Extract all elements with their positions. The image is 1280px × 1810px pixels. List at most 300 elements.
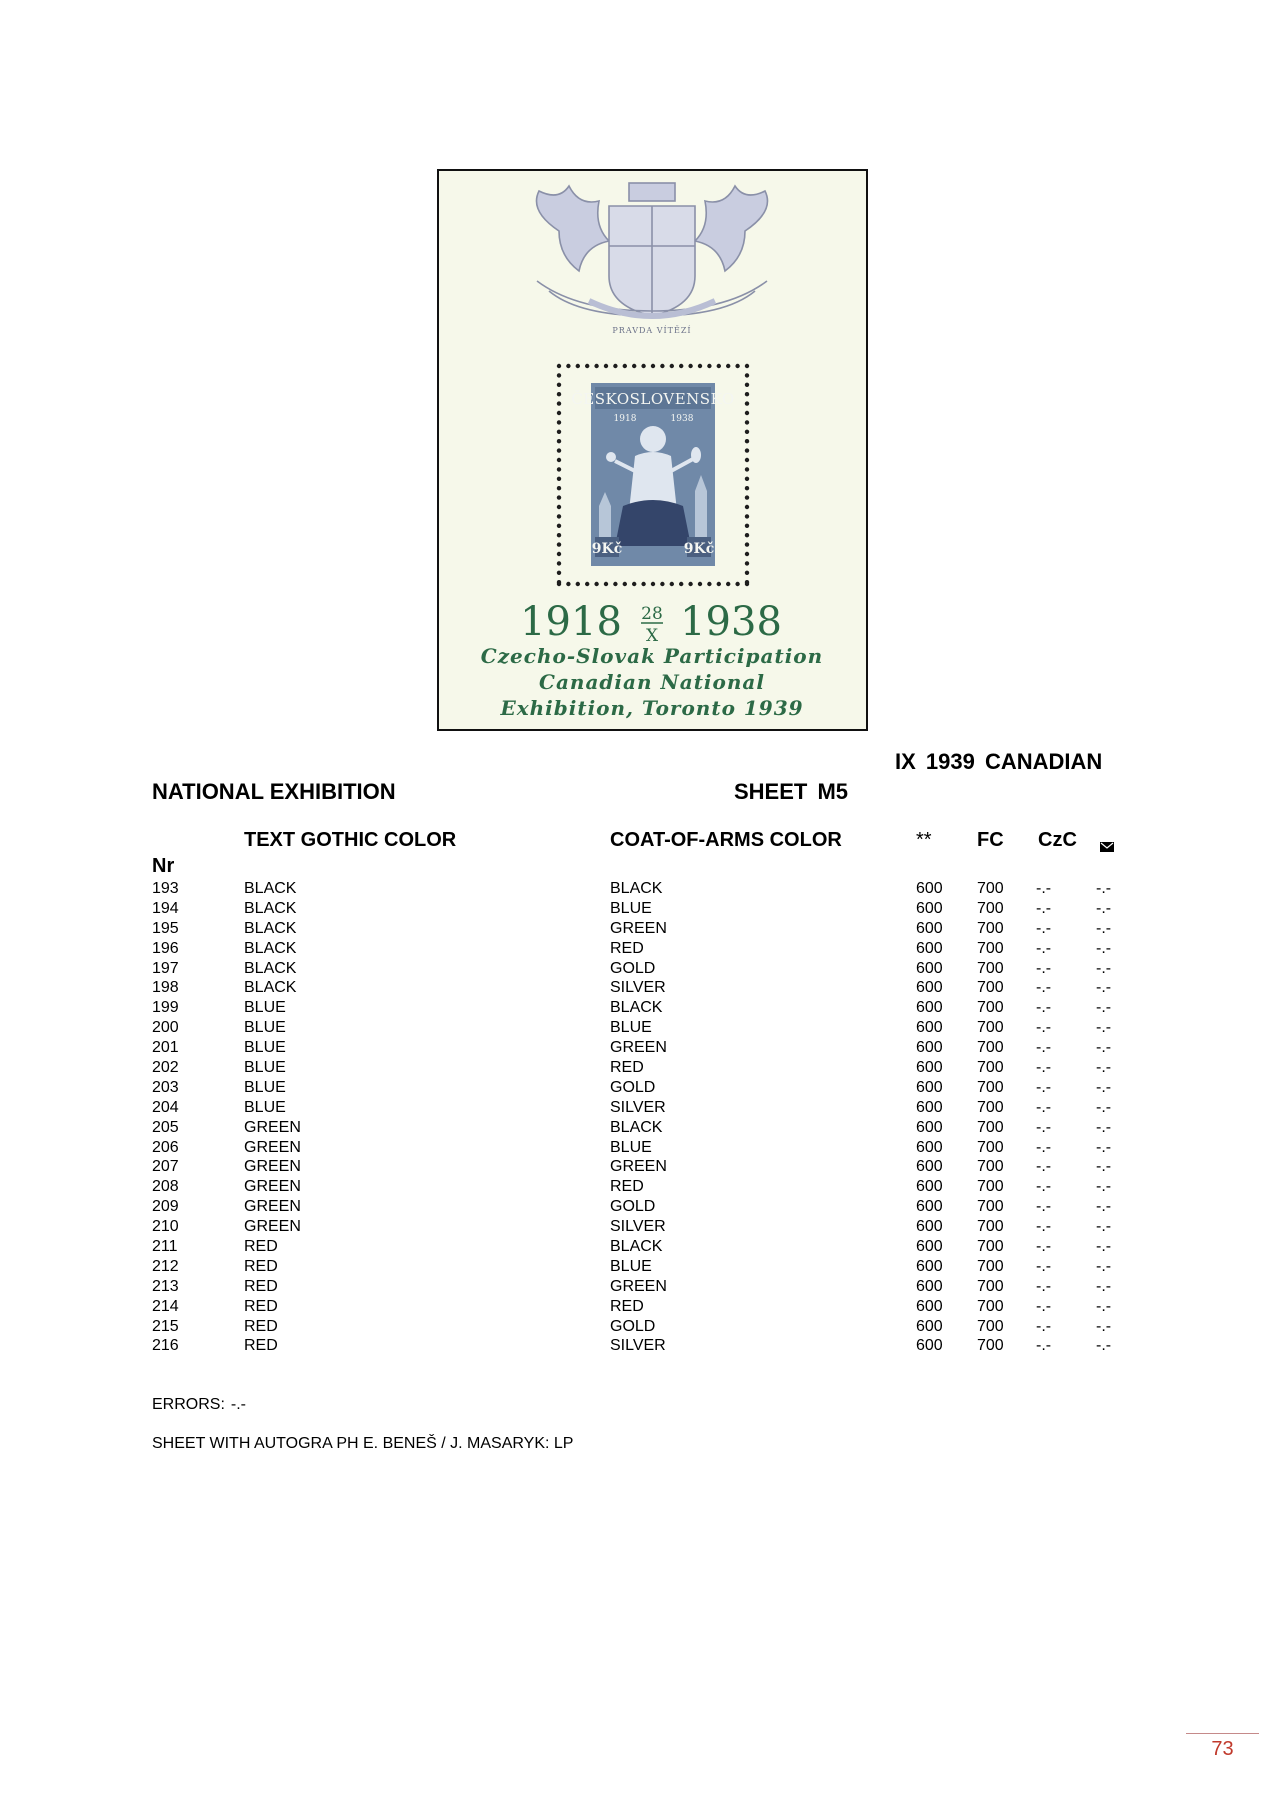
cell-mint-price: 600 — [916, 1337, 943, 1355]
perforation-dot — [557, 552, 561, 556]
cell-coat-color: BLACK — [610, 999, 663, 1017]
cell-nr: 195 — [152, 919, 179, 937]
cell-coat-color: RED — [610, 939, 644, 957]
table-row — [0, 1336, 1280, 1356]
cell-text-color: BLACK — [244, 919, 297, 937]
cell-czc-price: -.- — [1036, 1218, 1052, 1236]
perforation-dot — [557, 505, 561, 509]
cell-cover-price: -.- — [1096, 979, 1112, 997]
cell-nr: 204 — [152, 1098, 179, 1116]
cell-nr: 216 — [152, 1337, 179, 1355]
cell-fc-price: 700 — [977, 1297, 1004, 1315]
perforation-dot — [745, 505, 749, 509]
cell-czc-price: -.- — [1036, 939, 1052, 957]
perforation-dot — [641, 582, 645, 586]
perforation-dot — [604, 364, 608, 368]
perforation-dot — [707, 582, 711, 586]
stamp-year-left: 1918 — [613, 414, 637, 424]
perforation-dot — [679, 582, 683, 586]
cell-cover-price: -.- — [1096, 1297, 1112, 1315]
cell-mint-price: 600 — [916, 919, 943, 937]
cell-text-color: GREEN — [244, 1158, 301, 1176]
cell-cover-price: -.- — [1096, 1198, 1112, 1216]
cell-czc-price: -.- — [1036, 919, 1052, 937]
perforation-dot — [566, 582, 570, 586]
col-header-fc: FC — [977, 829, 1004, 851]
cell-cover-price: -.- — [1096, 1078, 1112, 1096]
stamp-value-left: 9Kč — [591, 541, 623, 557]
perforation-dot — [670, 582, 674, 586]
perforation-dot — [726, 582, 730, 586]
perforation-dot — [745, 486, 749, 490]
table-row — [0, 879, 1280, 899]
cell-text-color: RED — [244, 1257, 278, 1275]
table-row — [0, 1058, 1280, 1078]
table-row — [0, 959, 1280, 979]
cell-mint-price: 600 — [916, 880, 943, 897]
cell-text-color: BLUE — [244, 1039, 286, 1057]
perforation-dot — [745, 430, 749, 434]
table-row — [0, 1098, 1280, 1118]
perforation-dot — [623, 582, 627, 586]
perforation-dot — [557, 477, 561, 481]
perforation-dot — [557, 561, 561, 565]
cell-nr: 208 — [152, 1178, 179, 1196]
cell-czc-price: -.- — [1036, 1257, 1052, 1275]
cell-mint-price: 600 — [916, 1158, 943, 1176]
perforation-dot — [557, 467, 561, 471]
cell-text-color: BLACK — [244, 979, 297, 997]
cell-text-color: RED — [244, 1337, 278, 1355]
perforation-dot — [660, 364, 664, 368]
cell-cover-price: -.- — [1096, 1238, 1112, 1256]
perforation-dot — [717, 364, 721, 368]
cell-text-color: BLUE — [244, 1019, 286, 1037]
perforation-dot — [735, 582, 739, 586]
cell-nr: 200 — [152, 1019, 179, 1037]
perforation-dot — [557, 373, 561, 377]
cell-fc-price: 700 — [977, 1277, 1004, 1295]
cell-cover-price: -.- — [1096, 999, 1112, 1017]
cell-mint-price: 600 — [916, 959, 943, 977]
cell-mint-price: 600 — [916, 979, 943, 997]
cell-text-color: RED — [244, 1277, 278, 1295]
perforation-dot — [745, 580, 749, 584]
cell-nr: 209 — [152, 1198, 179, 1216]
table-row — [0, 1217, 1280, 1237]
souvenir-sheet-drawing — [439, 171, 866, 729]
cell-nr: 193 — [152, 880, 179, 897]
cell-coat-color: RED — [610, 1059, 644, 1077]
cell-czc-price: -.- — [1036, 979, 1052, 997]
cell-text-color: GREEN — [244, 1198, 301, 1216]
cell-nr: 206 — [152, 1138, 179, 1156]
cell-czc-price: -.- — [1036, 880, 1052, 897]
cell-nr: 215 — [152, 1317, 179, 1335]
perforation-dot — [557, 524, 561, 528]
cell-czc-price: -.- — [1036, 959, 1052, 977]
cell-mint-price: 600 — [916, 899, 943, 917]
table-row — [0, 919, 1280, 939]
cell-coat-color: BLUE — [610, 899, 652, 917]
cell-text-color: BLUE — [244, 1078, 286, 1096]
perforation-dot — [557, 458, 561, 462]
table-row — [0, 899, 1280, 919]
cell-cover-price: -.- — [1096, 959, 1112, 977]
table-row — [0, 1237, 1280, 1257]
perforation-dot — [613, 364, 617, 368]
cell-mint-price: 600 — [916, 1277, 943, 1295]
cell-text-color: BLACK — [244, 899, 297, 917]
cell-fc-price: 700 — [977, 979, 1004, 997]
perforation-dot — [745, 448, 749, 452]
cell-coat-color: GREEN — [610, 919, 667, 937]
cell-cover-price: -.- — [1096, 899, 1112, 917]
table-row — [0, 939, 1280, 959]
perforation-dot — [745, 420, 749, 424]
cell-cover-price: -.- — [1096, 939, 1112, 957]
cell-czc-price: -.- — [1036, 1317, 1052, 1335]
cell-fc-price: 700 — [977, 1118, 1004, 1136]
perforation-dot — [745, 514, 749, 518]
perforation-dot — [557, 383, 561, 387]
cell-czc-price: -.- — [1036, 1198, 1052, 1216]
stamp-year-right: 1938 — [670, 414, 694, 424]
perforation-dot — [745, 383, 749, 387]
table-row — [0, 1317, 1280, 1337]
cell-coat-color: BLACK — [610, 1118, 663, 1136]
cell-nr: 212 — [152, 1257, 179, 1275]
cell-czc-price: -.- — [1036, 1059, 1052, 1077]
cell-cover-price: -.- — [1096, 1118, 1112, 1136]
cell-nr: 213 — [152, 1277, 179, 1295]
perforation-dot — [557, 542, 561, 546]
cell-mint-price: 600 — [916, 1098, 943, 1116]
overprint-year-left: 1918 — [520, 599, 622, 645]
perforation-dot — [726, 364, 730, 368]
cell-czc-price: -.- — [1036, 1178, 1052, 1196]
cell-fc-price: 700 — [977, 1218, 1004, 1236]
cell-coat-color: RED — [610, 1297, 644, 1315]
cell-text-color: RED — [244, 1297, 278, 1315]
errors-note — [152, 1396, 246, 1414]
cell-nr: 211 — [152, 1238, 178, 1256]
perforation-dot — [688, 364, 692, 368]
cell-nr: 214 — [152, 1297, 179, 1315]
perforation-dot — [745, 411, 749, 415]
cell-cover-price: -.- — [1096, 1317, 1112, 1335]
perforation-dot — [745, 373, 749, 377]
perforation-dot — [585, 582, 589, 586]
cell-czc-price: -.- — [1036, 1297, 1052, 1315]
cell-coat-color: SILVER — [610, 1098, 666, 1116]
perforation-dot — [623, 364, 627, 368]
perforation-dot — [557, 364, 561, 368]
cell-mint-price: 600 — [916, 1059, 943, 1077]
cell-text-color: GREEN — [244, 1218, 301, 1236]
perforation-dot — [745, 561, 749, 565]
perforation-dot — [670, 364, 674, 368]
overprint-line-2: Canadian National — [539, 670, 765, 694]
cell-coat-color: SILVER — [610, 1218, 666, 1236]
heading-exhibition: NATIONAL EXHIBITION — [152, 779, 396, 804]
cell-cover-price: -.- — [1096, 1218, 1112, 1236]
table-row — [0, 1018, 1280, 1038]
perforation-dot — [698, 582, 702, 586]
perforation-dot — [745, 439, 749, 443]
perforation-dot — [566, 364, 570, 368]
cell-text-color: BLACK — [244, 880, 297, 897]
cell-mint-price: 600 — [916, 999, 943, 1017]
cell-fc-price: 700 — [977, 1257, 1004, 1275]
cell-coat-color: BLACK — [610, 880, 663, 897]
cell-coat-color: GOLD — [610, 1078, 656, 1096]
cell-nr: 198 — [152, 979, 179, 997]
cell-text-color: RED — [244, 1238, 278, 1256]
cell-czc-price: -.- — [1036, 1158, 1052, 1176]
col-header-mint: ** — [916, 829, 932, 851]
cell-coat-color: BLACK — [610, 1238, 663, 1256]
autograph-note: SHEET WITH AUTOGRA PH E. BENEŠ / J. MASARYK: LP — [152, 1435, 574, 1452]
perforation-dot — [745, 533, 749, 537]
cell-text-color: GREEN — [244, 1178, 301, 1196]
perforation-dot — [557, 392, 561, 396]
cell-text-color: BLACK — [244, 939, 297, 957]
cell-fc-price: 700 — [977, 899, 1004, 917]
perforation-dot — [745, 364, 749, 368]
perforation-dot — [557, 571, 561, 575]
perforation-dot — [660, 582, 664, 586]
overprint-year-right: 1938 — [680, 599, 782, 645]
perforation-dot — [688, 582, 692, 586]
cell-coat-color: BLUE — [610, 1138, 652, 1156]
table-row — [0, 998, 1280, 1018]
cell-czc-price: -.- — [1036, 1238, 1052, 1256]
cell-text-color: BLUE — [244, 1059, 286, 1077]
cell-cover-price: -.- — [1096, 880, 1112, 897]
cell-coat-color: GOLD — [610, 1317, 656, 1335]
cell-czc-price: -.- — [1036, 899, 1052, 917]
table-row — [0, 1277, 1280, 1297]
perforation-dot — [698, 364, 702, 368]
cell-text-color: BLUE — [244, 1098, 286, 1116]
perforation-dot — [594, 582, 598, 586]
cell-nr: 196 — [152, 939, 179, 957]
stamp-country: ČESKOSLOVENSKO — [571, 390, 735, 408]
cell-czc-price: -.- — [1036, 1098, 1052, 1116]
perforation-dot — [632, 364, 636, 368]
perforation-dot — [745, 458, 749, 462]
table-row — [0, 1078, 1280, 1098]
cell-mint-price: 600 — [916, 1257, 943, 1275]
gothic-overprint — [481, 599, 823, 720]
cell-fc-price: 700 — [977, 1039, 1004, 1057]
perforation-dot — [707, 364, 711, 368]
cell-cover-price: -.- — [1096, 1039, 1112, 1057]
perforation-dot — [557, 533, 561, 537]
cell-nr: 203 — [152, 1078, 179, 1096]
cell-mint-price: 600 — [916, 1039, 943, 1057]
cell-coat-color: RED — [610, 1178, 644, 1196]
cell-cover-price: -.- — [1096, 1158, 1112, 1176]
cell-fc-price: 700 — [977, 919, 1004, 937]
cell-fc-price: 700 — [977, 1337, 1004, 1355]
cell-mint-price: 600 — [916, 1198, 943, 1216]
perforation-dot — [576, 582, 580, 586]
perforation-dot — [557, 448, 561, 452]
cell-text-color: GREEN — [244, 1138, 301, 1156]
perforation-dot — [745, 552, 749, 556]
perforation-dot — [585, 364, 589, 368]
perforation-dot — [745, 542, 749, 546]
cell-fc-price: 700 — [977, 1198, 1004, 1216]
table-row — [0, 1118, 1280, 1138]
cell-mint-price: 600 — [916, 1317, 943, 1335]
heading-issue-date: IX 1939 CANADIAN — [895, 749, 1103, 774]
perforation-dot — [679, 364, 683, 368]
cell-nr: 205 — [152, 1118, 179, 1136]
cell-coat-color: SILVER — [610, 1337, 666, 1355]
perforation-dot — [717, 582, 721, 586]
cell-cover-price: -.- — [1096, 919, 1112, 937]
perforation-dot — [745, 571, 749, 575]
cell-coat-color: SILVER — [610, 979, 666, 997]
perforation-dot — [557, 514, 561, 518]
cell-fc-price: 700 — [977, 1158, 1004, 1176]
perforation-dot — [557, 486, 561, 490]
perforation-dot — [651, 364, 655, 368]
perforation-dot — [745, 477, 749, 481]
page-number: 73 — [1211, 1738, 1234, 1760]
stamp — [571, 383, 734, 566]
table-row — [0, 1257, 1280, 1277]
cell-nr: 202 — [152, 1059, 179, 1077]
table-row — [0, 978, 1280, 998]
cell-nr: 197 — [152, 959, 179, 977]
cell-mint-price: 600 — [916, 939, 943, 957]
perforation-dot — [557, 430, 561, 434]
perforation-dot — [632, 582, 636, 586]
overprint-month: X — [645, 626, 659, 646]
cell-cover-price: -.- — [1096, 1019, 1112, 1037]
cell-coat-color: BLUE — [610, 1019, 652, 1037]
cell-fc-price: 700 — [977, 1178, 1004, 1196]
perforation-dot — [613, 582, 617, 586]
souvenir-sheet-image — [437, 169, 868, 731]
cell-mint-price: 600 — [916, 1138, 943, 1156]
cell-mint-price: 600 — [916, 1078, 943, 1096]
stamp-value-right: 9Kč — [683, 541, 715, 557]
cell-czc-price: -.- — [1036, 1138, 1052, 1156]
cell-fc-price: 700 — [977, 939, 1004, 957]
cell-mint-price: 600 — [916, 1218, 943, 1236]
perforation-dot — [745, 401, 749, 405]
cell-fc-price: 700 — [977, 1059, 1004, 1077]
cell-coat-color: GREEN — [610, 1277, 667, 1295]
cell-czc-price: -.- — [1036, 999, 1052, 1017]
cell-text-color: GREEN — [244, 1118, 301, 1136]
table-row — [0, 1177, 1280, 1197]
cell-nr: 199 — [152, 999, 179, 1017]
cell-czc-price: -.- — [1036, 1078, 1052, 1096]
cell-cover-price: -.- — [1096, 1098, 1112, 1116]
perforation-dot — [557, 401, 561, 405]
cell-fc-price: 700 — [977, 959, 1004, 977]
coat-of-arms — [537, 183, 768, 316]
cell-cover-price: -.- — [1096, 1277, 1112, 1295]
cell-nr: 194 — [152, 899, 179, 917]
cell-cover-price: -.- — [1096, 1337, 1112, 1355]
cell-fc-price: 700 — [977, 1317, 1004, 1335]
cell-coat-color: BLUE — [610, 1257, 652, 1275]
perforation-dot — [557, 411, 561, 415]
perforation-dot — [745, 495, 749, 499]
cell-fc-price: 700 — [977, 1078, 1004, 1096]
cell-czc-price: -.- — [1036, 1277, 1052, 1295]
page-number-rule — [1186, 1733, 1259, 1734]
cell-mint-price: 600 — [916, 1178, 943, 1196]
cell-fc-price: 700 — [977, 999, 1004, 1017]
heading-sheet-id: SHEET M5 — [734, 779, 849, 804]
perforation-dot — [651, 582, 655, 586]
envelope-icon — [1100, 835, 1114, 858]
perforation-dot — [557, 420, 561, 424]
perforation-dot — [745, 467, 749, 471]
cell-fc-price: 700 — [977, 1238, 1004, 1256]
table-row — [0, 1297, 1280, 1317]
table-row — [0, 1038, 1280, 1058]
col-header-nr: Nr — [152, 855, 175, 877]
cell-coat-color: GOLD — [610, 1198, 656, 1216]
table-row — [0, 1138, 1280, 1158]
cell-mint-price: 600 — [916, 1118, 943, 1136]
perforation-dot — [576, 364, 580, 368]
cell-coat-color: GOLD — [610, 959, 656, 977]
cell-nr: 210 — [152, 1218, 179, 1236]
cell-czc-price: -.- — [1036, 1019, 1052, 1037]
cell-mint-price: 600 — [916, 1238, 943, 1256]
cell-cover-price: -.- — [1096, 1178, 1112, 1196]
cell-text-color: BLUE — [244, 999, 286, 1017]
cell-fc-price: 700 — [977, 1019, 1004, 1037]
cell-cover-price: -.- — [1096, 1257, 1112, 1275]
errors-label: ERRORS: — [152, 1396, 225, 1413]
perforation-dot — [557, 580, 561, 584]
perforation-dot — [735, 364, 739, 368]
cell-fc-price: 700 — [977, 1138, 1004, 1156]
cell-cover-price: -.- — [1096, 1138, 1112, 1156]
cell-czc-price: -.- — [1036, 1337, 1052, 1355]
table-row — [0, 1197, 1280, 1217]
cell-nr: 201 — [152, 1039, 179, 1057]
cell-text-color: RED — [244, 1317, 278, 1335]
cell-mint-price: 600 — [916, 1297, 943, 1315]
cell-mint-price: 600 — [916, 1019, 943, 1037]
cell-fc-price: 700 — [977, 1098, 1004, 1116]
col-header-czc: CzC — [1038, 829, 1077, 851]
cell-czc-price: -.- — [1036, 1118, 1052, 1136]
catalogue-table — [0, 879, 1280, 1356]
cell-text-color: BLACK — [244, 959, 297, 977]
overprint-day: 28 — [641, 604, 663, 624]
perforation-dot — [745, 524, 749, 528]
perforation-dot — [604, 582, 608, 586]
overprint-line-1: Czecho-Slovak Participation — [480, 644, 824, 668]
cell-czc-price: -.- — [1036, 1039, 1052, 1057]
table-row — [0, 1157, 1280, 1177]
perforation-dot — [594, 364, 598, 368]
perforation-dot — [557, 439, 561, 443]
